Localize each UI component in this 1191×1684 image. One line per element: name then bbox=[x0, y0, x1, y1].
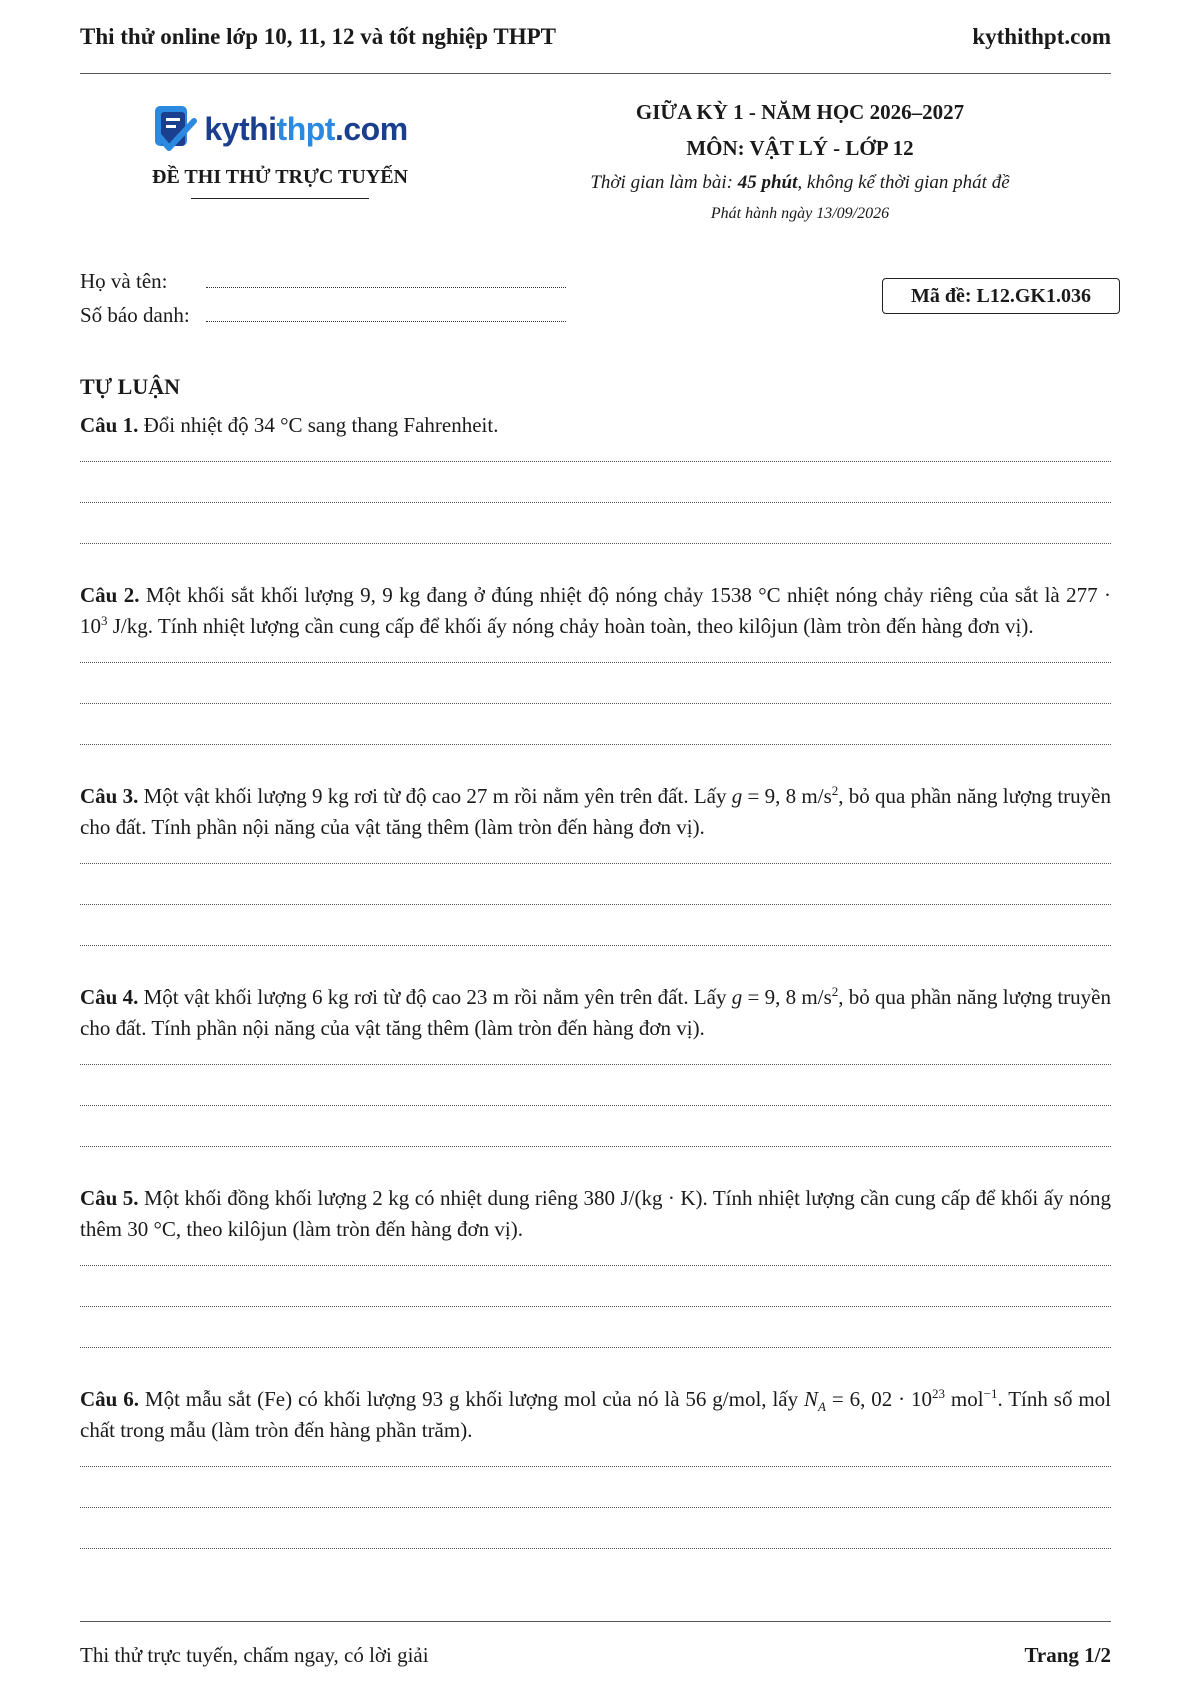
question-4: Câu 4. Một vật khối lượng 6 kg rơi từ độ cao 23 m rồi nằm yên trên đất. Lấy g = 9, 8 $m/s^2$, bỏ qua phần năng lượng truyền cho đất. Tính phần nội năng của vật tăng thêm (làm tròn đến hàng đơn vị). bbox=[80, 984, 1111, 1040]
id-field[interactable] bbox=[206, 303, 566, 322]
label-underline bbox=[191, 198, 369, 199]
header-rule bbox=[80, 73, 1111, 74]
candidate-info bbox=[80, 264, 566, 332]
page-footer bbox=[80, 1640, 1111, 1670]
answer-line[interactable] bbox=[80, 662, 1111, 663]
id-label: Số báo danh: bbox=[80, 303, 190, 327]
section-title: TỰ LUẬN bbox=[80, 374, 181, 399]
answer-line[interactable] bbox=[80, 1265, 1111, 1266]
answer-line[interactable] bbox=[80, 461, 1111, 462]
question-3: Câu 3. Một vật khối lượng 9 kg rơi từ độ cao 27 m rồi nằm yên trên đất. Lấy g = 9, 8 $m/s^2$, bỏ qua phần năng lượng truyền cho đất. Tính phần nội năng của vật tăng thêm (làm tròn đến hàng đơn vị). bbox=[80, 783, 1111, 839]
answer-line[interactable] bbox=[80, 703, 1111, 704]
question-5: Câu 5. Một khối đồng khối lượng 2 kg có nhiệt dung riêng 380 J/(kg · K). Tính nhiệt lượng cần cung cấp để khối ấy nóng thêm 30 °C, theo kilôjun (làm tròn đến hàng đơn vị). bbox=[80, 1186, 1111, 1241]
question-2: Câu 2. Một khối sắt khối lượng 9, 9 kg đang ở đúng nhiệt độ nóng chảy 1538 °C nhiệt nóng chảy riêng của sắt là $277 \cdot 10^3$ J/kg. Tính nhiệt lượng cần cung cấp để khối ấy nóng chảy hoàn toàn, theo kilôjun (làm tròn đến hàng đơn vị). bbox=[80, 583, 1111, 638]
answer-line[interactable] bbox=[80, 1105, 1111, 1106]
answer-line[interactable] bbox=[80, 1507, 1111, 1508]
name-field[interactable] bbox=[206, 269, 566, 288]
answer-line[interactable] bbox=[80, 863, 1111, 864]
release-date: Phát hành ngày 13/09/2026 bbox=[710, 205, 890, 222]
running-header bbox=[80, 22, 1111, 52]
question-6: Câu 6. Một mẫu sắt (Fe) có khối lượng 93 g khối lượng mol của nó là 56 g/mol, lấy $N_A = 6$, $02 \cdot 10^{23}$ mol$^{-1}$. Tính số mol chất trong mẫu (làm tròn đến hàng phần trăm). bbox=[80, 1386, 1112, 1442]
header-site-name: kythithpt.com bbox=[972, 24, 1111, 49]
answer-line[interactable] bbox=[80, 1064, 1111, 1065]
page-number: Trang 1/2 bbox=[1024, 1642, 1111, 1667]
online-exam-label: ĐỀ THI THỬ TRỰC TUYẾN bbox=[152, 166, 408, 188]
exam-code-box: Mã đề: L12.GK1.036 bbox=[882, 278, 1120, 314]
answer-line[interactable] bbox=[80, 904, 1111, 905]
footer-tagline: Thi thử trực tuyến, chấm ngay, có lời giải bbox=[80, 1642, 429, 1667]
answer-line[interactable] bbox=[80, 502, 1111, 503]
name-label: Họ và tên: bbox=[80, 269, 168, 293]
header-left-text: Thi thử online lớp 10, 11, 12 và tốt nghiệp THPT bbox=[80, 24, 556, 49]
exam-subject-title: MÔN: VẬT LÝ - LỚP 12 bbox=[686, 136, 914, 160]
answer-line[interactable] bbox=[80, 1466, 1111, 1467]
question-1: Câu 1. Đổi nhiệt độ 34 °C sang thang Fahrenheit. bbox=[80, 413, 499, 437]
footer-rule bbox=[80, 1621, 1111, 1622]
exam-term-title: GIỮA KỲ 1 - NĂM HỌC 2026–2027 bbox=[635, 100, 965, 124]
answer-line[interactable] bbox=[80, 1306, 1111, 1307]
logo-block bbox=[110, 100, 450, 199]
document-check-icon bbox=[152, 103, 198, 155]
exam-duration: Thời gian làm bài: 45 phút, không kể thời gian phát đề bbox=[590, 172, 1010, 193]
answer-line[interactable] bbox=[80, 1548, 1111, 1549]
exam-info bbox=[560, 94, 1040, 228]
question-list bbox=[80, 410, 1111, 1549]
logo-text: kythithpt.com bbox=[204, 110, 408, 147]
site-logo bbox=[110, 100, 450, 158]
